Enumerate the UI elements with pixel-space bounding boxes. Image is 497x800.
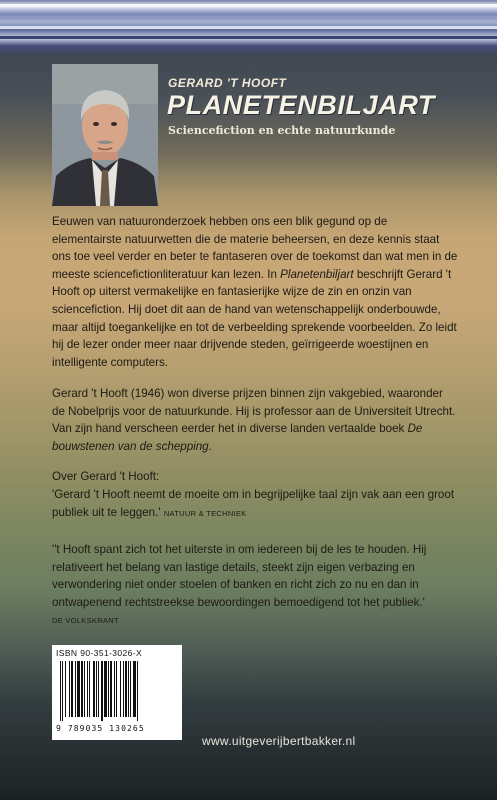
- review-quote-1: [52, 486, 458, 522]
- reviews-heading: Over Gerard 't Hooft:: [52, 470, 160, 483]
- blurb-paragraph-1: [52, 213, 458, 371]
- isbn-number: ISBN 90-351-3026-X: [56, 648, 143, 658]
- book-subtitle: Sciencefiction en echte natuurkunde: [168, 124, 396, 137]
- barcode-image: [58, 661, 176, 721]
- blurb-text: Eeuwen van natuuronderzoek hebben ons een blik gegund op de elementairste natuurwetten die de materie beheersen, en deze kennis staat ons toe veel verder en beter te fantaseren over de toekomst dan wat men in de meeste sciencefictionliteratuur kan lezen. In: [52, 215, 458, 281]
- review-source: DE VOLKSKRANT: [52, 616, 119, 626]
- review-quote-text: ''t Hooft spant zich tot het uiterste in om iedereen bij de les te houden. Hij relativeert het belang van lastige details, steekt zijn eigen verbazing en verwondering niet onder stoelen of banken en richt zich zo nu en dan in ontwapenend rechtstreekse bewoordingen bemoedigend tot het publiek.': [52, 543, 427, 609]
- author-portrait-image: [52, 64, 158, 206]
- blurb-text: beschrijft Gerard 't Hooft op uiterst vermakelijke en fantasierijke wijze de zin en onzin van sciencefiction. Hij doet dit aan de hand van wetenschappelijk onderbouwde, maar altijd toegankelijke en tot de verbeelding sprekende voorbeelden. Zo leidt hij de lezer onder meer naar drijvende steden, geïrrigeerde woestijnen en intelligente computers.: [52, 267, 457, 369]
- review-quote-text: 'Gerard 't Hooft neemt de moeite om in begrijpelijke taal zijn vak aan een groot publiek uit te leggen.': [52, 488, 455, 519]
- publisher-url[interactable]: www.uitgeverijbertbakker.nl: [202, 734, 356, 748]
- barcode-box: [52, 645, 182, 740]
- author-photo: [52, 64, 158, 206]
- header-stripe: [0, 36, 497, 39]
- book-title-reference: Planetenbiljart: [280, 267, 354, 281]
- blurb-paragraph-2: [52, 385, 458, 455]
- header-stripe: [0, 4, 497, 7]
- ean-number: 9 789035 130265: [56, 724, 145, 733]
- book-author: GERARD 'T HOOFT: [168, 76, 287, 90]
- review-source: NATUUR & TECHNIEK: [163, 508, 247, 518]
- previous-book-title: De bouwstenen van de schepping: [52, 422, 423, 453]
- book-title: PLANETENBILJART: [167, 90, 436, 120]
- blurb-text: Gerard 't Hooft (1946) won diverse prijzen binnen zijn vakgebied, waaronder de Nobelprijs voor de natuurkunde. Hij is professor aan de Universiteit Utrecht. Van zijn hand verscheen eerder het in diverse landen vertaalde boek: [52, 387, 456, 436]
- blurb-text: .: [208, 439, 212, 453]
- header-stripe: [0, 16, 497, 19]
- review-quote-2: [52, 541, 458, 630]
- header-stripe: [0, 26, 497, 29]
